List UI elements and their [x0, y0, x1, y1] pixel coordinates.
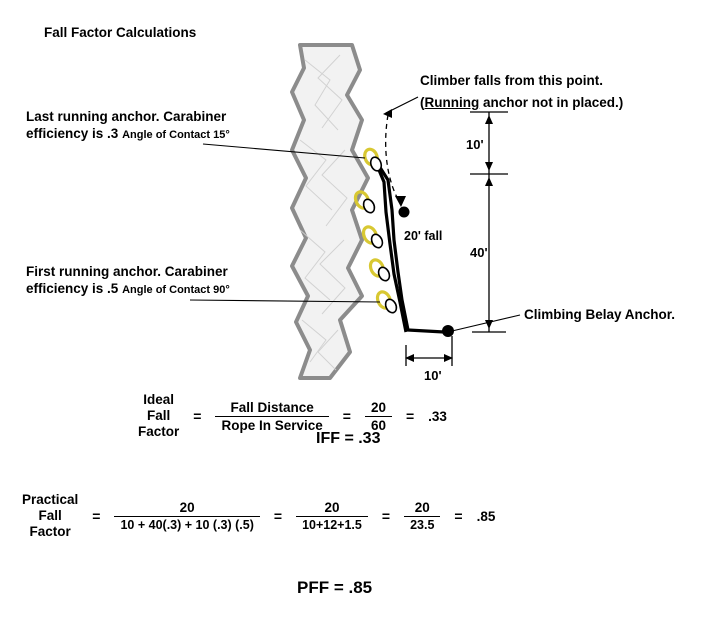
- carabiner-4: [368, 258, 392, 283]
- pff-summary: PFF = .85: [297, 578, 373, 597]
- practical-fraction-3: [404, 500, 440, 532]
- first-anchor-angle: Angle of Contact 90°: [122, 284, 230, 296]
- ideal-numerator-1: Fall Distance: [215, 400, 328, 417]
- last-anchor-efficiency: efficiency is .3: [26, 126, 119, 141]
- leader-belay-anchor: [452, 315, 520, 331]
- ideal-word-2: Fall: [147, 408, 171, 423]
- practical-numerator-1: 20: [114, 500, 259, 517]
- first-anchor-line2: [26, 280, 326, 299]
- callout-last-running-anchor: [26, 108, 326, 144]
- carabiner-2: [353, 190, 377, 215]
- climber-falls-line1: Climber falls from this point.: [420, 73, 604, 88]
- practical-word-1: Practical: [22, 492, 79, 507]
- dimension-label-mid: 40': [470, 245, 488, 260]
- climber-fall-point: [399, 207, 410, 218]
- dimension-label-horizontal: 10': [424, 368, 442, 383]
- climber-falls-line2-post: anchor not in placed.): [479, 95, 624, 110]
- practical-fall-factor-equation: [22, 492, 495, 540]
- fall-distance-label: 20' fall: [404, 229, 443, 243]
- practical-denominator-2: 10+12+1.5: [302, 518, 362, 532]
- first-anchor-efficiency: efficiency is .5: [26, 281, 119, 296]
- practical-label: [22, 492, 78, 540]
- paren-open: (: [420, 95, 425, 110]
- practical-word-2: Fall: [38, 508, 62, 523]
- first-anchor-line1: First running anchor. Carabiner: [26, 264, 228, 279]
- callout-climber-falls: [420, 72, 700, 111]
- iff-summary: IFF = .33: [316, 430, 381, 447]
- practical-equals-2: =: [273, 508, 283, 524]
- last-anchor-line2: [26, 125, 326, 144]
- carabiner-top: [363, 147, 383, 172]
- page-title: Fall Factor Calculations: [44, 25, 197, 40]
- practical-denominator-1: 10 + 40(.3) + 10 (.3) (.5): [120, 518, 254, 532]
- rope-line: [374, 158, 444, 332]
- ideal-equals-1: =: [193, 408, 202, 424]
- practical-numerator-2: 20: [296, 500, 368, 517]
- practical-denominator-3: 23.5: [410, 518, 435, 532]
- carabiner-3: [361, 225, 385, 250]
- climber-falls-line2: [420, 94, 700, 111]
- ideal-fraction-1: [215, 400, 328, 433]
- ideal-label: [138, 392, 179, 440]
- practical-numerator-3: 20: [404, 500, 440, 517]
- ideal-fraction-2: [365, 400, 392, 433]
- callout-first-running-anchor: [26, 263, 326, 299]
- dimension-label-top: 10': [466, 137, 484, 152]
- ideal-fall-factor-equation: [138, 392, 447, 440]
- practical-word-3: Factor: [29, 524, 71, 539]
- ideal-result: .33: [428, 408, 447, 424]
- last-anchor-angle: Angle of Contact 15°: [122, 129, 230, 141]
- ideal-equals-3: =: [405, 408, 415, 424]
- practical-fraction-1: [114, 500, 259, 532]
- running-underlined: Running: [424, 95, 480, 110]
- ideal-denominator-2: 60: [370, 417, 386, 433]
- ideal-denominator-1: Rope In Service: [221, 417, 323, 433]
- callout-belay-anchor: Climbing Belay Anchor.: [524, 307, 676, 322]
- ideal-equals-2: =: [342, 408, 351, 424]
- practical-fraction-2: [296, 500, 368, 532]
- ideal-word-1: Ideal: [143, 392, 175, 407]
- last-anchor-line1: Last running anchor. Carabiner: [26, 109, 227, 124]
- practical-equals-3: =: [381, 508, 391, 524]
- practical-equals-1: =: [92, 508, 101, 524]
- practical-result: .85: [476, 508, 496, 524]
- ideal-word-3: Factor: [138, 424, 180, 439]
- cliff-shape: [292, 45, 368, 378]
- practical-equals-4: =: [454, 508, 463, 524]
- ideal-numerator-2: 20: [365, 400, 392, 417]
